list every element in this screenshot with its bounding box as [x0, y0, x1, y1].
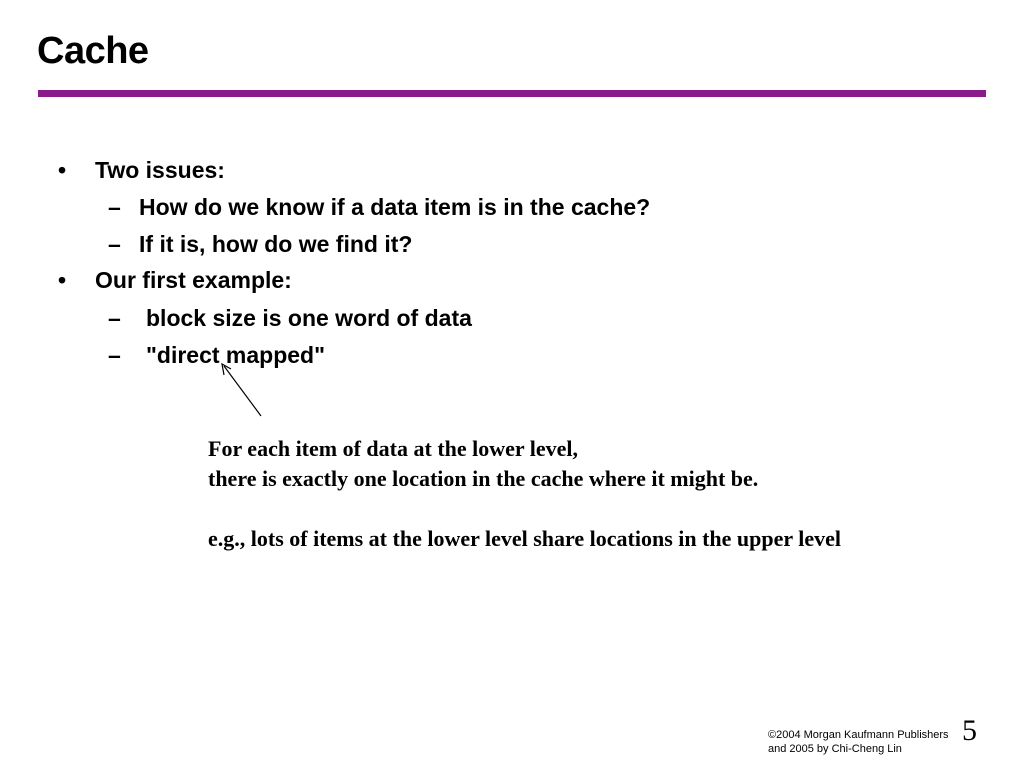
sub-bullet-marker: – [108, 194, 121, 220]
bullet-first-example: Our first example: [95, 267, 292, 293]
sub-bullet-marker: – [108, 342, 121, 368]
note-spacer [208, 494, 841, 524]
footer-line-1: 2004 Morgan Kaufmann Publishers [776, 729, 949, 741]
sub-bullet-marker: – [108, 305, 121, 331]
footer-line-2: and 2005 by Chi-Cheng Lin [768, 743, 902, 755]
sub-bullet-marker: – [108, 231, 121, 257]
bullet-marker: • [58, 267, 67, 293]
slide-title: Cache [37, 30, 149, 72]
bullet-marker: • [58, 157, 67, 183]
sub-bullet-block-size: block size is one word of data [146, 305, 472, 331]
note-line-3: e.g., lots of items at the lower level share locations in the upper level [208, 526, 842, 551]
sub-bullet-find-it: If it is, how do we find it? [139, 231, 413, 257]
note-line-1: For each item of data at the lower level, [208, 436, 579, 461]
bullet-two-issues: Two issues: [95, 157, 225, 183]
sub-bullet-direct-mapped: "direct mapped" [146, 342, 326, 368]
sub-bullet-know-item: How do we know if a data item is in the cache? [139, 194, 651, 220]
annotation-note [208, 434, 841, 554]
copyright-footer [768, 728, 949, 756]
note-line-2: there is exactly one location in the cache where it might be. [208, 466, 759, 491]
copyright-symbol: © [768, 729, 777, 741]
page-number: 5 [962, 714, 977, 747]
